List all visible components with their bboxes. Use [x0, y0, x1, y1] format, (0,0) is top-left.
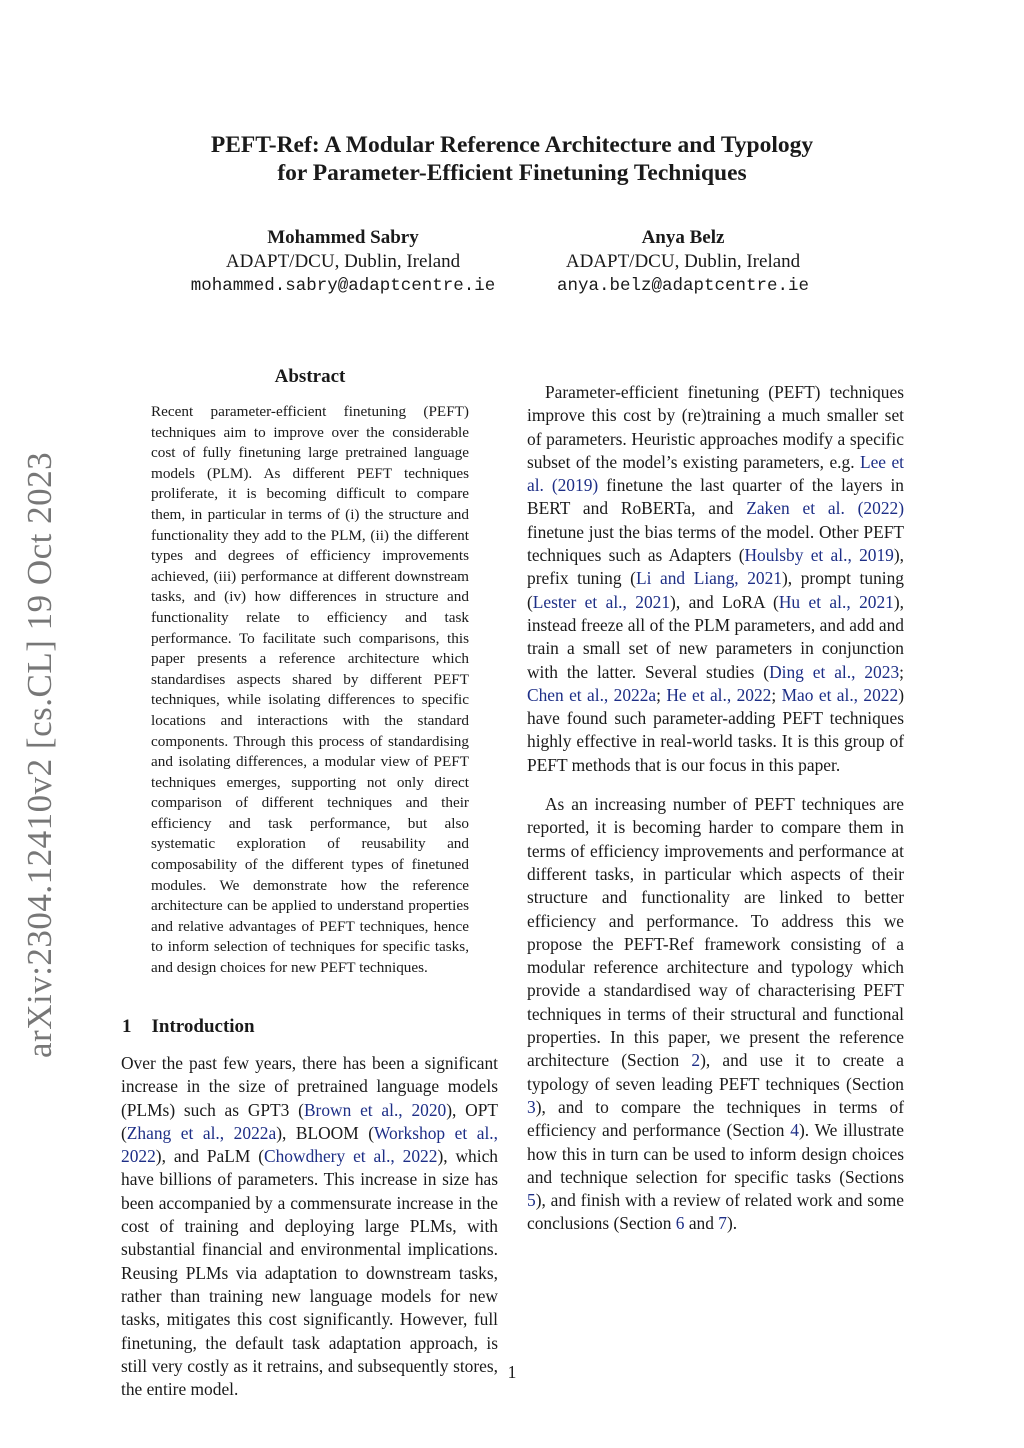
section-heading — [122, 1016, 255, 1038]
author-block-1 — [173, 226, 513, 298]
text-run: ), OPT ( — [121, 1099, 499, 1143]
text-run: ). — [726, 1213, 738, 1234]
text-run: Parameter-efficient finetuning (PEFT) techniques improve this cost by (re)training a much smaller set of parameters. Heuristic approaches modify a specific subset of the model’s existing parameters, e.g. — [527, 382, 904, 472]
citation-link[interactable]: Chowdhery et al., 2022 — [264, 1146, 438, 1167]
text-run: ), instead freeze all of the PLM parameters, and add and train a small set of new parameters in conjunction with the latter. Several studies ( — [527, 591, 904, 682]
text-run: ; — [771, 684, 782, 705]
text-run: ), BLOOM ( — [276, 1122, 375, 1143]
text-run: finetune just the bias terms of the model. Other PEFT techniques such as Adapters ( — [527, 521, 904, 566]
text-run: ), and use it to create a typology of seven leading PEFT techniques (Section — [527, 1050, 904, 1094]
citation-link[interactable]: Lee et al. (2019) — [527, 451, 904, 496]
text-run: ), prompt tuning ( — [527, 568, 904, 612]
left-column-body — [121, 1052, 498, 1401]
citation-link[interactable]: Houlsby et al., 2019 — [744, 545, 894, 566]
author-block-2 — [513, 226, 853, 298]
citation-link[interactable]: He et al., 2022 — [666, 684, 772, 705]
text-run: ; — [656, 684, 667, 705]
arxiv-stamp: arXiv:2304.12410v2 [cs.CL] 19 Oct 2023 — [20, 451, 59, 1058]
text-run: finetune the last quarter of the layers in BERT and RoBERTa, and — [527, 475, 904, 519]
title-line-1: PEFT-Ref: A Modular Reference Architecture and Typology — [210, 132, 814, 158]
section-ref-link[interactable]: 2 — [691, 1050, 701, 1071]
section-ref-link[interactable]: 5 — [527, 1190, 536, 1211]
author-name: Mohammed Sabry — [267, 227, 419, 248]
intro-paragraph-2 — [527, 381, 904, 777]
author-name: Anya Belz — [641, 227, 725, 248]
citation-link[interactable]: Zhang et al., 2022a — [126, 1122, 277, 1143]
text-run: ), and LoRA ( — [670, 591, 779, 612]
section-ref-link[interactable]: 7 — [718, 1213, 727, 1234]
text-run: ), and PaLM ( — [155, 1146, 265, 1167]
text-run: ; — [899, 661, 904, 682]
citation-link[interactable]: Zaken et al. (2022) — [746, 498, 904, 519]
text-run: As an increasing number of PEFT techniques are reported, it is becoming harder to compare them in terms of efficiency improvements and performance at different tasks, in particular which aspects of their structure and functionality are linked to better efficiency and performance. To address this we propose the PEFT-Ref framework consisting of a modular reference architecture and typology which provide a standardised way of characterising PEFT techniques in terms of their structural and functional properties. In this paper, we present the reference architecture (Section — [527, 794, 904, 1071]
intro-paragraph-1 — [121, 1052, 498, 1401]
citation-link[interactable]: Chen et al., 2022a — [527, 684, 657, 705]
author-affiliation: ADAPT/DCU, Dublin, Ireland — [565, 251, 801, 272]
citation-link[interactable]: Lester et al., 2021 — [532, 591, 671, 612]
title-line-2: for Parameter-Efficient Finetuning Techniques — [277, 160, 747, 186]
citation-link[interactable]: Workshop et al., 2022 — [121, 1122, 498, 1167]
text-run: ), and to compare the techniques in terms of efficiency and performance (Section — [527, 1096, 904, 1141]
section-ref-link[interactable]: 6 — [675, 1213, 685, 1234]
citation-link[interactable]: Li and Liang, 2021 — [635, 568, 782, 589]
text-run: ), prefix tuning ( — [527, 545, 904, 589]
text-run: ), and finish with a review of related work and some conclusions (Section — [527, 1190, 904, 1234]
abstract-body: Recent parameter-efficient finetuning (PEFT) techniques aim to improve over the considerable cost of fully finetuning large pretrained language models (PLM). As different PEFT techniques proliferate, it is becoming difficult to compare them, in particular in terms of (i) the structure and functionality they add to the PLM, (ii) the different types and degrees of efficiency improvements achieved, (iii) performance at different downstream tasks, and (iv) how differences in structure and functionality relate to efficiency and task performance. To facilitate such comparisons, this paper presents a reference architecture which standardises aspects shared by different PEFT techniques, while isolating differences to specific locations and interactions with the standard components. Through this process of standardising and isolating differences, a modular view of PEFT techniques emerges, supporting not only direct comparison of different techniques and their efficiency and task performance, but also systematic exploration of reusability and composability of the different types of finetuned modules. We demonstrate how the reference architecture can be applied to understand properties and relative advantages of PEFT techniques, hence to inform selection of techniques for specific tasks, and design choices for new PEFT techniques. — [151, 403, 469, 977]
text-run: ) have found such parameter-adding PEFT techniques highly effective in real-world tasks. It is this group of PEFT methods that is our focus in this paper. — [527, 684, 904, 775]
text-run: Over the past few years, there has been a significant increase in the size of pretrained language models (PLMs) such as GPT3 ( — [121, 1053, 498, 1120]
section-number: 1 — [122, 1016, 132, 1037]
abstract-heading: Abstract — [274, 366, 346, 387]
section-ref-link[interactable]: 4 — [790, 1120, 799, 1141]
intro-paragraph-3 — [527, 793, 904, 1236]
author-email: anya.belz@adaptcentre.ie — [556, 276, 810, 296]
right-column-body — [527, 367, 904, 1236]
citation-link[interactable]: Hu et al., 2021 — [778, 591, 894, 612]
text-run: ). We illustrate how this in turn can be used to inform design choices and technique selection for specific tasks (Sections — [527, 1120, 904, 1187]
text-run: ), which have billions of parameters. This increase in size has been accompanied by a commensurate increase in the cost of training and deploying large PLMs, with substantial financial and environmental implications. Reusing PLMs via adaptation to downstream tasks, rather than training new language models for new tasks, mitigates this cost significantly. However, full finetuning, the default task adaptation approach, is still very costly as it retrains, and subsequently stores, the entire model. — [121, 1146, 498, 1400]
author-email: mohammed.sabry@adaptcentre.ie — [190, 276, 496, 296]
paper-title — [150, 131, 874, 187]
citation-link[interactable]: Mao et al., 2022 — [781, 684, 899, 705]
section-ref-link[interactable]: 3 — [527, 1096, 536, 1117]
citation-link[interactable]: Brown et al., 2020 — [303, 1099, 447, 1120]
citation-link[interactable]: Ding et al., 2023 — [769, 661, 900, 682]
page-number: 1 — [507, 1362, 517, 1382]
text-run: and — [684, 1213, 719, 1234]
author-affiliation: ADAPT/DCU, Dublin, Ireland — [225, 251, 461, 272]
section-title: Introduction — [151, 1016, 255, 1037]
